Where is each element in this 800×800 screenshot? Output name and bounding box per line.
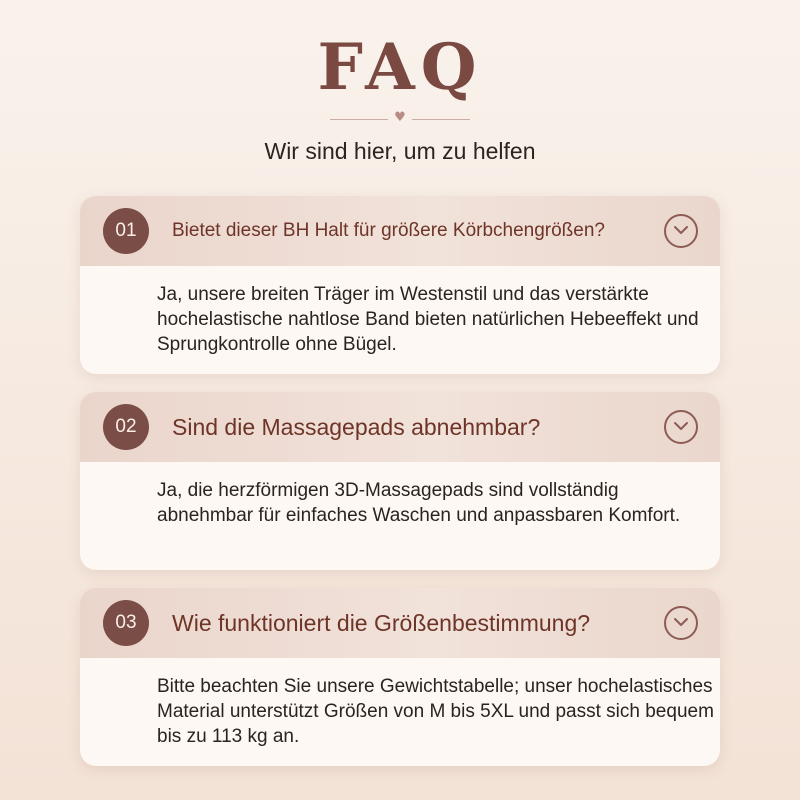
faq-item-1: [80, 196, 720, 374]
heart-icon: ♥: [394, 110, 406, 125]
faq-number-badge: 01: [103, 208, 149, 254]
faq-answer: Ja, die herzförmigen 3D-Massagepads sind vollständig abnehmbar für einfaches Waschen und anpassbaren Komfort.: [157, 480, 681, 526]
faq-number-badge: 03: [103, 600, 149, 646]
faq-question: Bietet dieser BH Halt für größere Körbchengrößen?: [172, 220, 605, 241]
page-title: FAQ: [317, 30, 483, 105]
chevron-down-icon[interactable]: [664, 214, 698, 248]
faq-answer: Bitte beachten Sie unsere Gewichtstabelle; unser hochelastisches Material unterstützt Größen von M bis 5XL und passt sich bequem bis zu 113 kg an.: [157, 676, 714, 747]
page-subtitle: Wir sind hier, um zu helfen: [264, 138, 536, 164]
faq-question-header[interactable]: [80, 196, 720, 266]
faq-question-header[interactable]: [80, 392, 720, 462]
chevron-down-icon[interactable]: [664, 410, 698, 444]
faq-answer: Ja, unsere breiten Träger im Westenstil und das verstärkte hochelastische nahtlose Band bieten natürlichen Hebeeffekt und Sprungkontrolle ohne Bügel.: [157, 284, 699, 355]
divider-line-right: [412, 119, 470, 120]
faq-item-2: [80, 392, 720, 570]
faq-question-header[interactable]: [80, 588, 720, 658]
chevron-down-icon[interactable]: [664, 606, 698, 640]
divider-line-left: [330, 119, 388, 120]
faq-item-3: [80, 588, 720, 766]
faq-question: Wie funktioniert die Größenbestimmung?: [172, 610, 591, 636]
faq-number-badge: 02: [103, 404, 149, 450]
faq-question: Sind die Massagepads abnehmbar?: [172, 414, 541, 440]
title-divider: [330, 112, 470, 126]
